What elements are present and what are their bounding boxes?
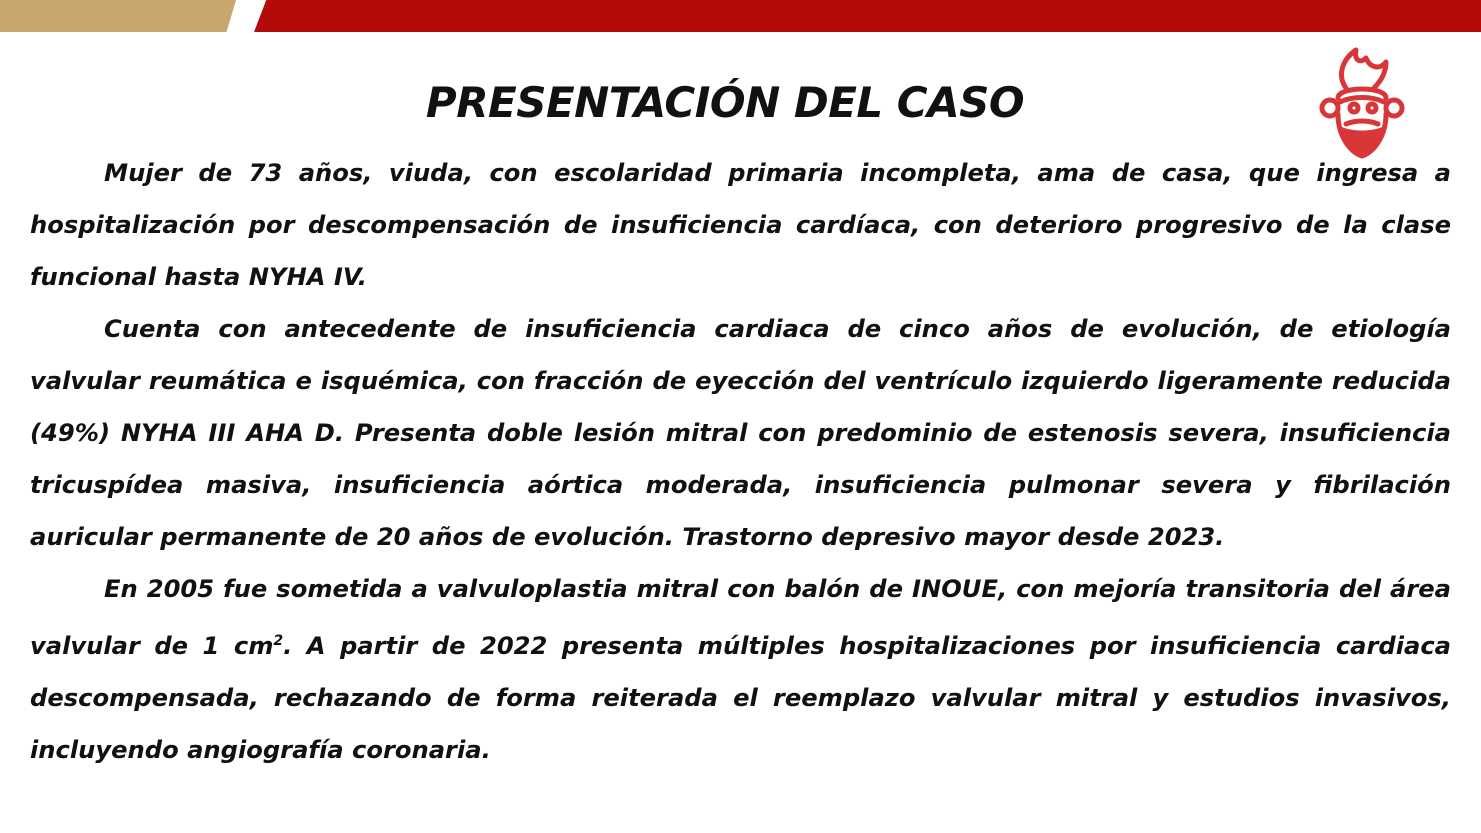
case-body	[30, 147, 1451, 776]
paragraph-patient-admission: Mujer de 73 años, viuda, con escolaridad primaria incompleta, ama de casa, que ingresa a hospitalización por descompensación de insuficiencia cardíaca, con deterioro progresivo de la clase funcional hasta NYHA IV.	[30, 159, 1451, 291]
paragraph-procedures-history	[30, 563, 1451, 776]
paragraph-procedures-text-after: . A partir de 2022 presenta múltiples hospitalizaciones por insuficiencia cardiaca descompensada, rechazando de forma reiterada el reemplazo valvular mitral y estudios invasivos, incluyendo angiografía coronaria.	[30, 632, 1451, 765]
slide-title: PRESENTACIÓN DEL CASO	[425, 78, 1025, 127]
area-unit-superscript: 2	[273, 633, 284, 649]
top-accent-bar	[0, 0, 1481, 32]
paragraph-medical-history: Cuenta con antecedente de insuficiencia cardiaca de cinco años de evolución, de etiología valvular reumática e isquémica, con fracción de eyección del ventrículo izquierdo ligeramente reducida (49%) NYHA III AHA D. Presenta doble lesión mitral con predominio de estenosis severa, insuficiencia tricuspídea masiva, insuficiencia aórtica moderada, insuficiencia pulmonar severa y fibrilación auricular permanente de 20 años de evolución. Trastorno depresivo mayor desde 2023.	[30, 315, 1451, 551]
top-bar-red-segment	[254, 0, 1481, 32]
paragraph-procedures-text-before: En 2005 fue sometida a valvuloplastia mitral con balón de INOUE, con mejoría transitoria del área valvular de 1 cm	[30, 575, 1451, 661]
top-bar-gold-segment	[0, 0, 236, 32]
